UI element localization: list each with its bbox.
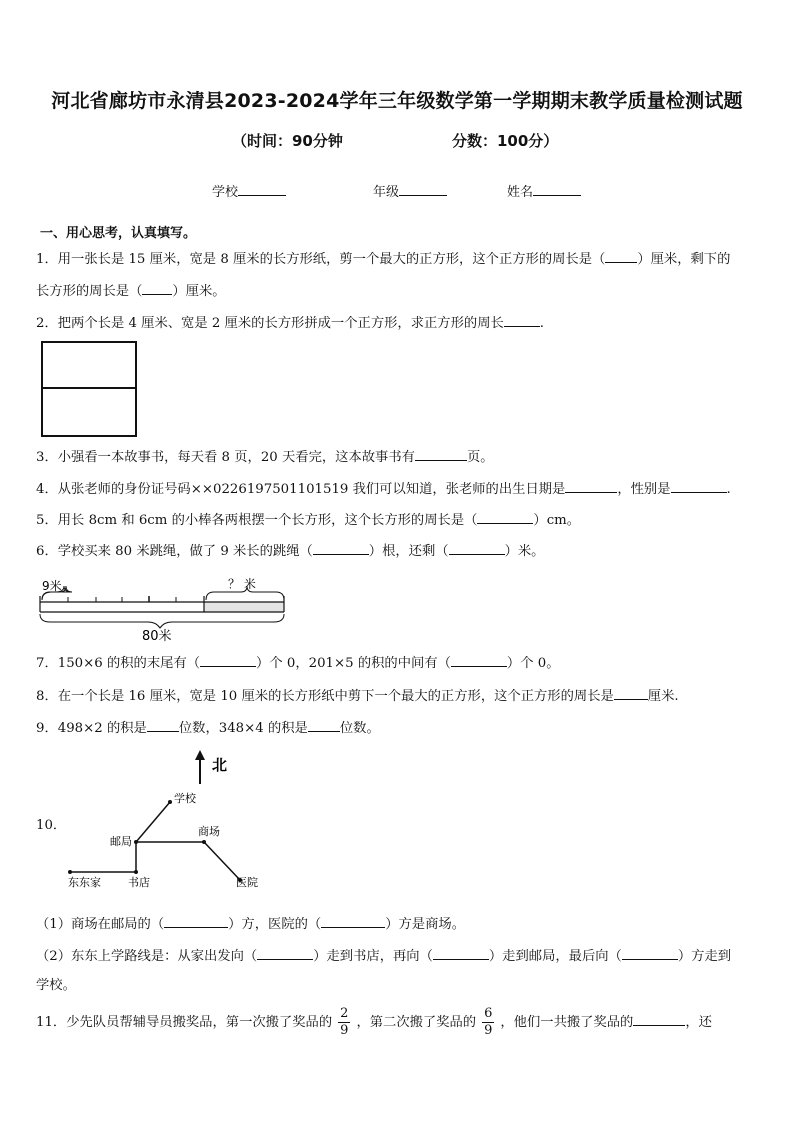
- exam-time: （时间：90分钟: [232, 132, 343, 150]
- answer-blank[interactable]: [257, 945, 313, 960]
- answer-blank[interactable]: [147, 717, 179, 732]
- bookstore-label: 书店: [128, 876, 150, 889]
- exam-score: 分数：100分）: [452, 132, 559, 150]
- answer-blank[interactable]: [433, 945, 489, 960]
- answer-blank[interactable]: [451, 652, 507, 667]
- answer-blank[interactable]: [633, 1011, 685, 1026]
- answer-blank[interactable]: [142, 280, 172, 295]
- answer-blank[interactable]: [565, 478, 617, 493]
- fraction-2-9: $\frac{2}{9}$: [340, 1006, 349, 1038]
- rope-left-label: 9米: [42, 579, 62, 593]
- answer-blank[interactable]: [200, 652, 256, 667]
- rope-right-label: ？ 米: [228, 577, 256, 591]
- answer-blank[interactable]: [164, 913, 228, 928]
- fraction-6-9: $\frac{6}{9}$: [484, 1006, 493, 1038]
- answer-blank[interactable]: [504, 312, 540, 327]
- post-office-label: 邮局: [110, 835, 132, 848]
- question-6: 6．学校买来 80 米跳绳，做了 9 米长的跳绳（ ）根，还剩（ ）米。: [36, 540, 544, 562]
- rope-total-label: 80米: [142, 629, 172, 644]
- answer-blank[interactable]: [622, 945, 678, 960]
- question-2: 2．把两个长是 4 厘米、宽是 2 厘米的长方形拼成一个正方形，求正方形的周长 .: [36, 312, 544, 334]
- route-map: [60, 748, 280, 896]
- school-label: 学校: [174, 792, 196, 805]
- school-field[interactable]: 学校: [212, 181, 286, 200]
- answer-blank[interactable]: [313, 540, 369, 555]
- question-10-number: 10．: [36, 818, 67, 833]
- question-5: 5．用长 8cm 和 6cm 的小棒各两根摆一个长方形，这个长方形的周长是（ ）cm。: [36, 509, 580, 531]
- question-1-line1: 1．用一张长是 15 厘米，宽是 8 厘米的长方形纸，剪一个最大的正方形，这个正方形的周长是（ ）厘米，剩下的: [36, 248, 730, 270]
- question-8: 8．在一个长是 16 厘米，宽是 10 厘米的长方形纸中剪下一个最大的正方形，这个正方形的周长是 厘米.: [36, 685, 679, 707]
- answer-blank[interactable]: [321, 913, 385, 928]
- question-9: 9．498×2 的积是 位数，348×4 的积是 位数。: [36, 717, 380, 739]
- grade-field[interactable]: 年级: [373, 181, 447, 200]
- page-title: 河北省廊坊市永清县2023-2024学年三年级数学第一学期期末教学质量检测试题: [51, 90, 743, 112]
- answer-blank[interactable]: [477, 509, 533, 524]
- rope-diagram: [36, 574, 296, 644]
- section-heading: 一、用心思考，认真填写。: [40, 226, 197, 241]
- question-3: 3．小强看一本故事书，每天看 8 页，20 天看完，这本故事书有 页。: [36, 446, 494, 468]
- mall-label: 商场: [198, 825, 220, 838]
- question-7: 7．150×6 的积的末尾有（ ）个 0，201×5 的积的中间有（ ）个 0。: [36, 652, 560, 674]
- question-11: 11．少先队员帮辅导员搬奖品，第一次搬了奖品的 $\frac{2}{9}$ ，第二次搬了奖品的 $\frac{6}{9}$ ，他们一共搬了奖品的 ，还: [36, 1006, 712, 1038]
- answer-blank[interactable]: [614, 685, 648, 700]
- answer-blank[interactable]: [308, 717, 340, 732]
- question-4: 4．从张老师的身份证号码××0226197501101519 我们可以知道，张老师的出生日期是 ，性别是 .: [36, 478, 731, 500]
- question-10-part1: （1）商场在邮局的（ ）方，医院的（ ）方是商场。: [36, 913, 465, 935]
- question-10-part2-cont: 学校。: [36, 978, 76, 993]
- home-label: 东东家: [68, 876, 101, 889]
- name-field[interactable]: 姓名: [507, 181, 581, 200]
- answer-blank[interactable]: [449, 540, 505, 555]
- answer-blank[interactable]: [415, 446, 467, 461]
- answer-blank[interactable]: [605, 248, 637, 263]
- question-10-part2: （2）东东上学路线是：从家出发向（ ）走到书店，再向（ ）走到邮局，最后向（ ）方走到: [36, 945, 731, 967]
- north-label: 北: [212, 756, 228, 774]
- answer-blank[interactable]: [671, 478, 727, 493]
- hospital-label: 医院: [236, 876, 258, 889]
- two-rectangles-figure: [40, 340, 140, 440]
- question-1-line2: 长方形的周长是（ ）厘米。: [36, 280, 226, 302]
